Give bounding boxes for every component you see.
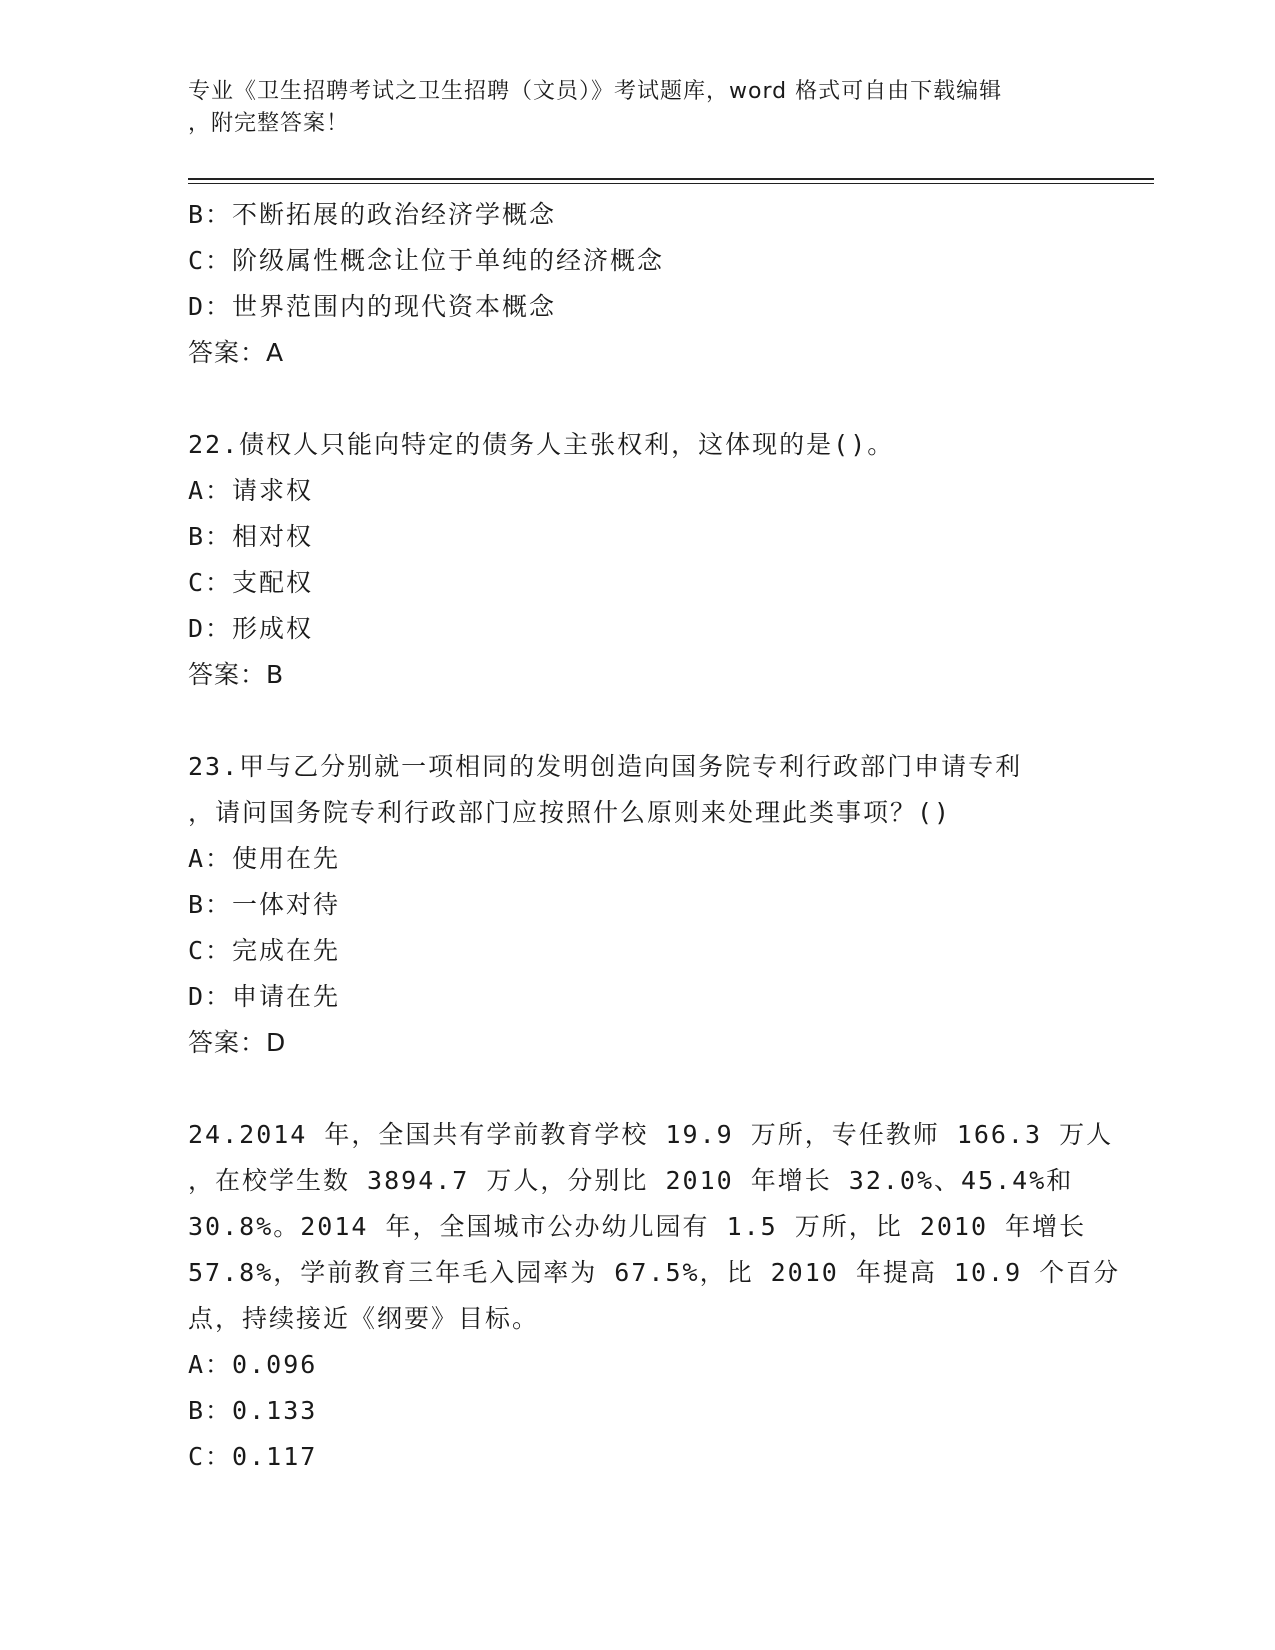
question-text-line-5: 点，持续接近《纲要》目标。: [188, 1304, 540, 1333]
question-21-tail: [188, 192, 1088, 376]
option-a: A：使用在先: [188, 844, 341, 873]
spacer: [188, 1066, 1088, 1112]
question-text: 22.债权人只能向特定的债务人主张权利，这体现的是()。: [188, 430, 895, 459]
option-b: B：相对权: [188, 522, 314, 551]
question-22: [188, 422, 1088, 698]
header-line-2: ，附完整答案！: [188, 111, 350, 136]
question-list: [188, 192, 1121, 1480]
option-d: D：世界范围内的现代资本概念: [188, 292, 557, 321]
option-b: B：0.133: [188, 1396, 318, 1425]
question-24: [188, 1112, 1121, 1480]
question-text-line-2: ，请问国务院专利行政部门应按照什么原则来处理此类事项？(): [188, 798, 952, 827]
option-c: C：完成在先: [188, 936, 341, 965]
answer-line: 答案：B: [188, 660, 285, 689]
answer-line: 答案：D: [188, 1028, 287, 1057]
question-text-line-1: 24.2014 年，全国共有学前教育学校 19.9 万所，专任教师 166.3 万人: [188, 1120, 1114, 1149]
option-a: A：请求权: [188, 476, 314, 505]
option-d: D：形成权: [188, 614, 314, 643]
question-text-line-4: 57.8%，学前教育三年毛入园率为 67.5%，比 2010 年提高 10.9 个百分: [188, 1258, 1121, 1287]
answer-line: 答案：A: [188, 338, 285, 367]
option-c: C：0.117: [188, 1442, 318, 1471]
document-header: [188, 76, 1068, 140]
question-text-line-2: ，在校学生数 3894.7 万人，分别比 2010 年增长 32.0%、45.4%和: [188, 1166, 1074, 1195]
option-c: C：支配权: [188, 568, 314, 597]
option-b: B：不断拓展的政治经济学概念: [188, 200, 557, 229]
question-text-line-1: 23.甲与乙分别就一项相同的发明创造向国务院专利行政部门申请专利: [188, 752, 1023, 781]
spacer: [188, 376, 1088, 422]
header-rule-thick: [188, 178, 1154, 180]
question-23: [188, 744, 1088, 1066]
option-a: A：0.096: [188, 1350, 318, 1379]
option-c: C：阶级属性概念让位于单纯的经济概念: [188, 246, 665, 275]
header-rule-thin: [188, 183, 1154, 184]
question-text-line-3: 30.8%。2014 年，全国城市公办幼儿园有 1.5 万所，比 2010 年增长: [188, 1212, 1087, 1241]
spacer: [188, 698, 1088, 744]
option-b: B：一体对待: [188, 890, 341, 919]
header-line-1: 专业《卫生招聘考试之卫生招聘（文员）》考试题库，word 格式可自由下载编辑: [188, 79, 1003, 104]
option-d: D：申请在先: [188, 982, 341, 1011]
